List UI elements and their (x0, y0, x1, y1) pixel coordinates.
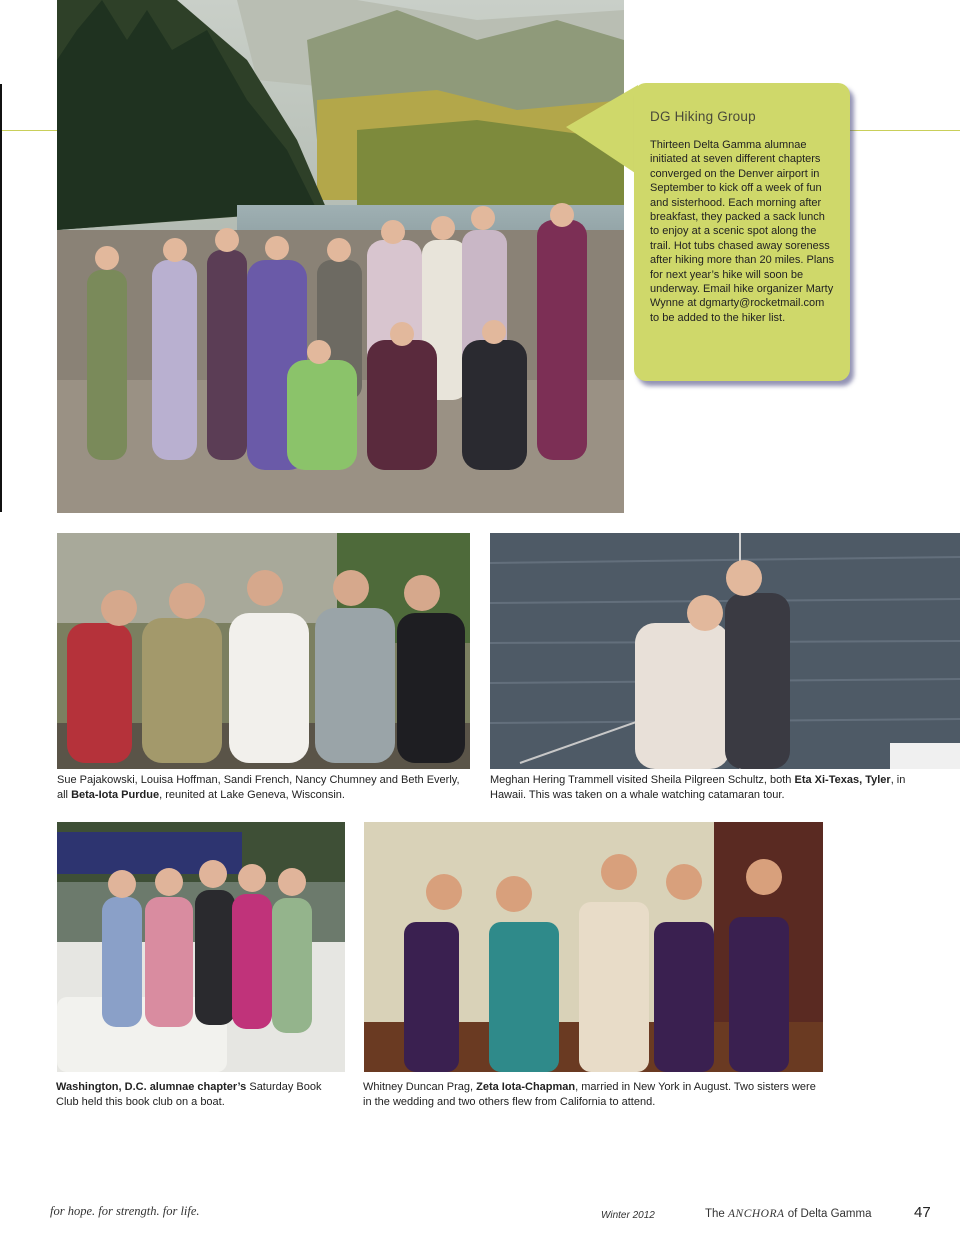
book-club-caption: Washington, D.C. alumnae chapter’s Saturday Book Club held this book club on a boat. (56, 1081, 322, 1108)
fountain-caption: Sue Pajakowski, Louisa Hoffman, Sandi French, Nancy Chumney and Beth Everly, all Beta-Iota Purdue, reunited at Lake Geneva, Wisconsin. (57, 774, 460, 801)
left-edge-bar (0, 84, 2, 512)
book-club-boat-photo (57, 822, 345, 1072)
hiking-group-photo (57, 0, 624, 513)
footer-season: Winter 2012 (601, 1210, 655, 1221)
callout-pointer (566, 85, 638, 175)
left-accent-rule (0, 130, 57, 131)
catamaran-photo (490, 533, 960, 769)
catamaran-caption: Meghan Hering Trammell visited Sheila Pilgreen Schultz, both Eta Xi-Texas, Tyler, in Hawaii. This was taken on a whale watching catamaran tour. (490, 774, 906, 801)
page-number: 47 (914, 1204, 931, 1221)
footer-tagline: for hope. for strength. for life. (50, 1204, 200, 1218)
hiking-group-callout (634, 83, 850, 381)
fountain-group-photo (57, 533, 470, 769)
right-accent-rule (850, 130, 960, 131)
wedding-caption: Whitney Duncan Prag, Zeta Iota-Chapman, married in New York in August. Two sisters were in the wedding and two others flew from California to attend. (363, 1081, 816, 1108)
footer-publication: The ANCHORA of Delta Gamma (705, 1208, 872, 1220)
callout-title: DG Hiking Group (650, 109, 756, 124)
callout-body: Thirteen Delta Gamma alumnae initiated at seven different chapters converged on the Denver airport in September to kick off a week of fun and sisterhood. Each morning after breakfast, they packed a sack lunch to enjoy at a scenic spot along the trail. Hot tubs chased away soreness after hiking more than 20 miles. Plans for next year’s hike will soon be underway. Email hike organizer Marty Wynne at dgmarty@rocketmail.com to be added to the hiker list. (650, 139, 835, 324)
wedding-photo (364, 822, 823, 1072)
